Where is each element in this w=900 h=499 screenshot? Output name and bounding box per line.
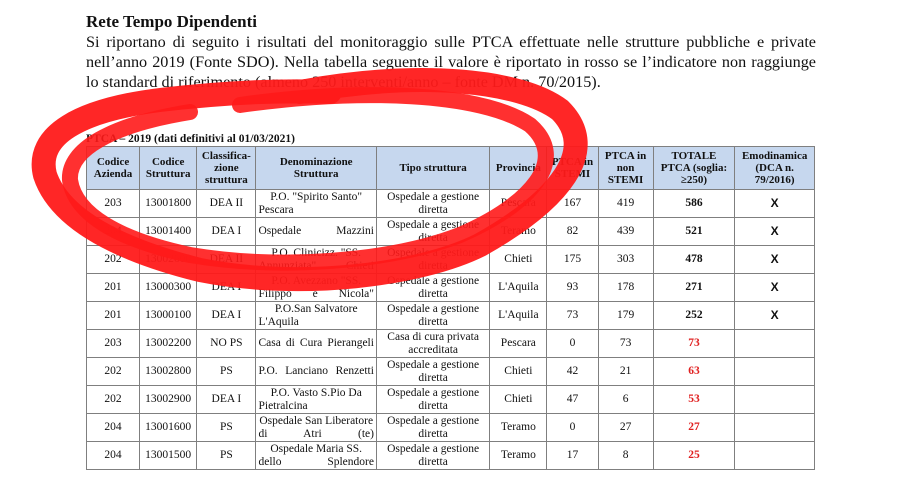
cell-classificazione: PS: [197, 442, 256, 470]
cell-totale-ptca: 27: [653, 414, 735, 442]
cell-codice-struttura: 13001500: [140, 442, 197, 470]
col-provincia-header: Provincia: [490, 147, 547, 190]
cell-ptca-stemi: 0: [547, 330, 598, 358]
cell-classificazione: DEA II: [197, 246, 256, 274]
cell-provincia: Chieti: [490, 246, 547, 274]
cell-classificazione: DEA I: [197, 302, 256, 330]
cell-emodinamica: X: [735, 274, 815, 302]
cell-provincia: Pescara: [490, 330, 547, 358]
cell-totale-ptca: 53: [653, 386, 735, 414]
table-row: [87, 358, 815, 386]
cell-codice-azienda: 203: [87, 330, 140, 358]
table-body: [87, 190, 815, 470]
section-title: Rete Tempo Dipendenti: [86, 12, 257, 31]
cell-provincia: Chieti: [490, 386, 547, 414]
col-emodinamica-header: Emodinamica (DCA n. 79/2016): [735, 147, 815, 190]
cell-denominazione: P.O.San Salvatore L'Aquila: [256, 302, 376, 330]
cell-classificazione: DEA I: [197, 386, 256, 414]
cell-totale-ptca: 521: [653, 218, 735, 246]
cell-codice-struttura: 13001800: [140, 190, 197, 218]
cell-ptca-non-stemi: 27: [598, 414, 653, 442]
ptca-table: [86, 146, 815, 470]
cell-codice-struttura: 13001600: [140, 414, 197, 442]
cell-totale-ptca: 73: [653, 330, 735, 358]
cell-ptca-stemi: 17: [547, 442, 598, 470]
cell-totale-ptca: 25: [653, 442, 735, 470]
cell-codice-struttura: 13002600: [140, 246, 197, 274]
cell-ptca-non-stemi: 419: [598, 190, 653, 218]
cell-codice-azienda: 204: [87, 414, 140, 442]
table-row: [87, 190, 815, 218]
cell-tipo-struttura: Ospedale a gestione diretta: [376, 246, 489, 274]
cell-emodinamica: [735, 358, 815, 386]
cell-emodinamica: [735, 414, 815, 442]
cell-emodinamica: X: [735, 246, 815, 274]
cell-emodinamica: [735, 442, 815, 470]
col-classificazione-header: Classifica-zione struttura: [197, 147, 256, 190]
cell-emodinamica: X: [735, 190, 815, 218]
cell-provincia: L'Aquila: [490, 302, 547, 330]
cell-codice-struttura: 13002200: [140, 330, 197, 358]
col-ptca-non-stemi-header: PTCA in non STEMI: [598, 147, 653, 190]
cell-ptca-stemi: 93: [547, 274, 598, 302]
cell-ptca-stemi: 175: [547, 246, 598, 274]
cell-denominazione: P.O. Vasto S.Pio Da Pietralcina: [256, 386, 376, 414]
col-tipo-struttura-header: Tipo struttura: [376, 147, 489, 190]
cell-tipo-struttura: Ospedale a gestione diretta: [376, 414, 489, 442]
intro-paragraph: Si riportano di seguito i risultati del monitoraggio sulle PTCA effettuate nelle strutture pubbliche e private nell’anno 2019 (Fonte SDO). Nella tabella seguente il valore è riportato in rosso se l’indicatore non raggiunge lo standard di riferimento (almeno 250 interventi/anno – fonte DM n. 70/2015).: [86, 33, 816, 91]
cell-emodinamica: [735, 386, 815, 414]
cell-totale-ptca: 63: [653, 358, 735, 386]
cell-codice-struttura: 13001400: [140, 218, 197, 246]
cell-denominazione: Ospedale San Liberatore di Atri (te): [256, 414, 376, 442]
cell-tipo-struttura: Ospedale a gestione diretta: [376, 274, 489, 302]
cell-ptca-stemi: 42: [547, 358, 598, 386]
cell-provincia: Teramo: [490, 218, 547, 246]
cell-emodinamica: X: [735, 302, 815, 330]
table-row: [87, 218, 815, 246]
cell-totale-ptca: 586: [653, 190, 735, 218]
cell-classificazione: PS: [197, 358, 256, 386]
cell-codice-struttura: 13000100: [140, 302, 197, 330]
cell-ptca-stemi: 82: [547, 218, 598, 246]
cell-classificazione: PS: [197, 414, 256, 442]
cell-tipo-struttura: Ospedale a gestione diretta: [376, 218, 489, 246]
table-row: [87, 414, 815, 442]
cell-ptca-non-stemi: 303: [598, 246, 653, 274]
cell-provincia: Pescara: [490, 190, 547, 218]
cell-codice-azienda: 204: [87, 218, 140, 246]
cell-codice-azienda: 202: [87, 386, 140, 414]
cell-denominazione: P.O. Clinicizz. "SS. Annunziata" Chieti: [256, 246, 376, 274]
col-totale-ptca-header: TOTALE PTCA (soglia: ≥250): [653, 147, 735, 190]
table-caption: PTCA – 2019 (dati definitivi al 01/03/2021): [86, 133, 295, 145]
cell-ptca-stemi: 47: [547, 386, 598, 414]
cell-ptca-stemi: 0: [547, 414, 598, 442]
cell-denominazione: P.O. "Spirito Santo" Pescara: [256, 190, 376, 218]
cell-denominazione: Casa di Cura Pierangeli: [256, 330, 376, 358]
cell-codice-azienda: 201: [87, 302, 140, 330]
cell-ptca-stemi: 73: [547, 302, 598, 330]
col-codice-struttura-header: Codice Struttura: [140, 147, 197, 190]
cell-codice-azienda: 202: [87, 246, 140, 274]
cell-codice-struttura: 13002800: [140, 358, 197, 386]
cell-tipo-struttura: Ospedale a gestione diretta: [376, 358, 489, 386]
cell-provincia: Chieti: [490, 358, 547, 386]
cell-codice-struttura: 13000300: [140, 274, 197, 302]
cell-denominazione: P.O. Avezzano "SS. Filippo e Nicola": [256, 274, 376, 302]
table-row: [87, 302, 815, 330]
cell-totale-ptca: 252: [653, 302, 735, 330]
cell-ptca-non-stemi: 73: [598, 330, 653, 358]
cell-tipo-struttura: Ospedale a gestione diretta: [376, 386, 489, 414]
table-row: [87, 246, 815, 274]
cell-codice-azienda: 204: [87, 442, 140, 470]
cell-classificazione: DEA I: [197, 274, 256, 302]
cell-codice-azienda: 203: [87, 190, 140, 218]
table-row: [87, 330, 815, 358]
cell-denominazione: Ospedale Mazzini: [256, 218, 376, 246]
cell-classificazione: NO PS: [197, 330, 256, 358]
cell-codice-struttura: 13002900: [140, 386, 197, 414]
cell-emodinamica: X: [735, 218, 815, 246]
cell-codice-azienda: 202: [87, 358, 140, 386]
cell-classificazione: DEA I: [197, 218, 256, 246]
cell-denominazione: Ospedale Maria SS. dello Splendore: [256, 442, 376, 470]
table-row: [87, 274, 815, 302]
cell-ptca-non-stemi: 179: [598, 302, 653, 330]
cell-codice-azienda: 201: [87, 274, 140, 302]
document-body: [86, 12, 816, 106]
cell-tipo-struttura: Ospedale a gestione diretta: [376, 442, 489, 470]
cell-provincia: L'Aquila: [490, 274, 547, 302]
cell-ptca-stemi: 167: [547, 190, 598, 218]
col-ptca-stemi-header: PTCA in STEMI: [547, 147, 598, 190]
cell-ptca-non-stemi: 439: [598, 218, 653, 246]
table-header-row: [87, 147, 815, 190]
cell-tipo-struttura: Ospedale a gestione diretta: [376, 302, 489, 330]
cell-provincia: Teramo: [490, 414, 547, 442]
cell-ptca-non-stemi: 6: [598, 386, 653, 414]
col-codice-azienda-header: Codice Azienda: [87, 147, 140, 190]
table-row: [87, 386, 815, 414]
cell-classificazione: DEA II: [197, 190, 256, 218]
cell-totale-ptca: 478: [653, 246, 735, 274]
cell-provincia: Teramo: [490, 442, 547, 470]
table-row: [87, 442, 815, 470]
cell-ptca-non-stemi: 178: [598, 274, 653, 302]
cell-ptca-non-stemi: 8: [598, 442, 653, 470]
col-denominazione-header: Denominazione Struttura: [256, 147, 376, 190]
cell-tipo-struttura: Ospedale a gestione diretta: [376, 190, 489, 218]
cell-totale-ptca: 271: [653, 274, 735, 302]
cell-tipo-struttura: Casa di cura privata accreditata: [376, 330, 489, 358]
cell-ptca-non-stemi: 21: [598, 358, 653, 386]
cell-denominazione: P.O. Lanciano Renzetti: [256, 358, 376, 386]
cell-emodinamica: [735, 330, 815, 358]
